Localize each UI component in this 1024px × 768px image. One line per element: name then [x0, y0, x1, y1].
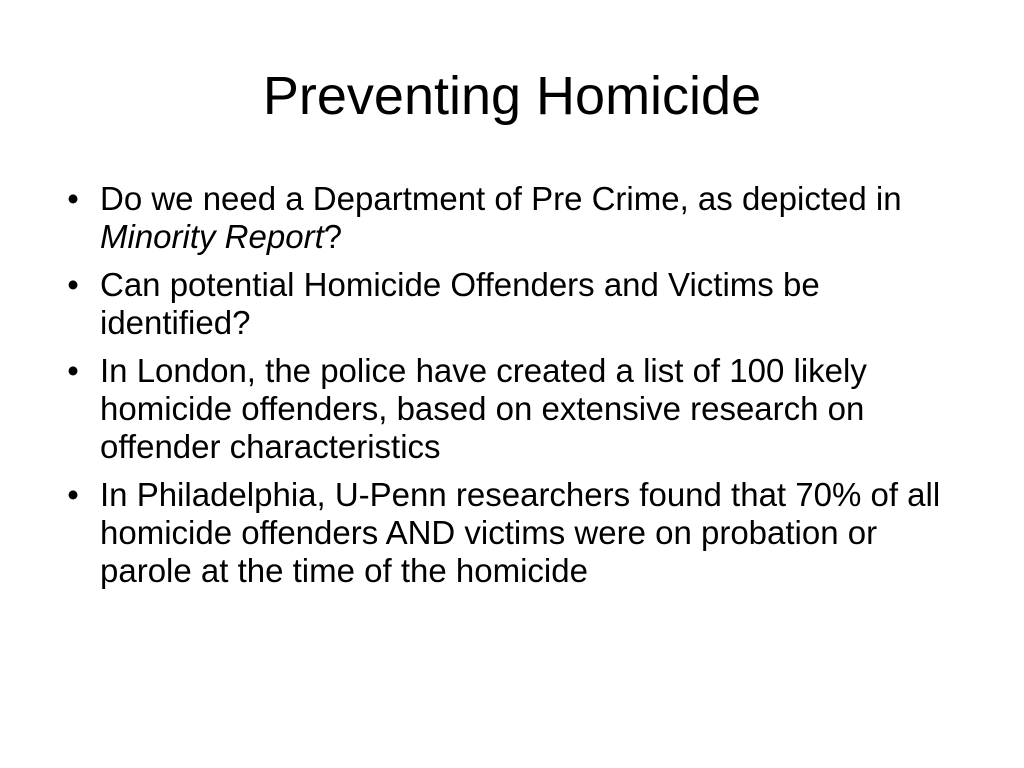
bullet-item-london	[58, 352, 958, 466]
bullet-text-after: ?	[323, 218, 343, 255]
minority-report-title: Minority Report	[100, 218, 324, 255]
bullet-text: In London, the police have created a list of 100 likely homicide offenders, based on extensive research on offender characteristics	[100, 352, 867, 465]
bullet-marker: •	[67, 476, 79, 513]
bullet-item-pre-crime	[58, 180, 958, 256]
bullet-list	[58, 180, 958, 600]
bullet-text: In Philadelphia, U-Penn researchers found that 70% of all homicide offenders AND victims were on probation or parole at the time of the homicide	[100, 476, 941, 589]
bullet-item-philadelphia	[58, 476, 958, 590]
bullet-marker: •	[67, 352, 79, 389]
bullet-marker: •	[67, 266, 79, 303]
slide-title: Preventing Homicide	[262, 66, 762, 126]
bullet-item-identification	[58, 266, 958, 342]
bullet-text-before: Do we need a Department of Pre Crime, as depicted in	[100, 180, 902, 217]
bullet-text: Can potential Homicide Offenders and Victims be identified?	[100, 266, 820, 341]
bullet-text	[100, 180, 902, 255]
bullet-marker: •	[67, 180, 79, 217]
